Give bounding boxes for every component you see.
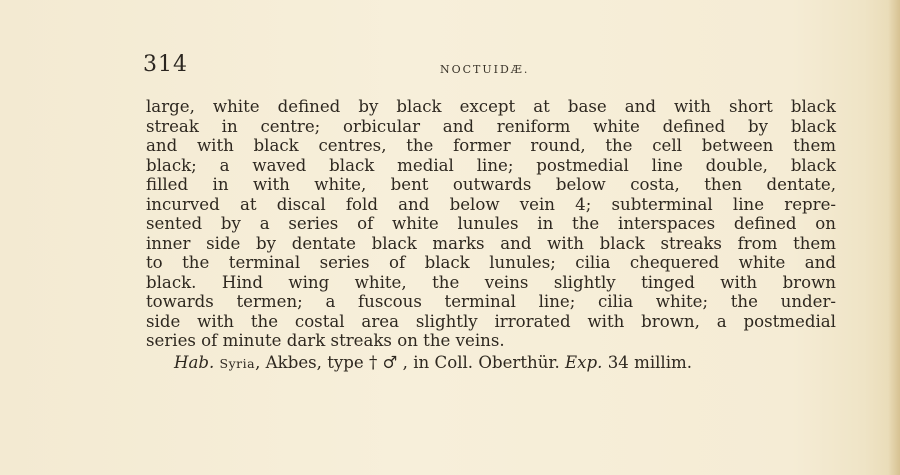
- text-line: large, white defined by black except at base and with short black: [146, 97, 836, 116]
- text-line: inner side by dentate black marks and with black streaks from them: [146, 233, 836, 253]
- text-line: black. Hind wing white, the veins slightly tinged with brown: [146, 272, 836, 292]
- hab-label: Hab.: [174, 352, 215, 372]
- text-line: series of minute dark streaks on the veins.: [146, 331, 505, 350]
- text-line: side with the costal area slightly irrorated with brown, a postmedial: [146, 311, 836, 331]
- text-line: filled in with white, bent outwards below costa, then dentate,: [146, 175, 836, 194]
- running-head: NOCTUIDÆ.: [440, 63, 530, 76]
- habitat-line: [174, 353, 836, 374]
- text-line: black; a waved black medial line; postmedial line double, black: [146, 155, 836, 175]
- exp-value: 34 millim.: [602, 352, 693, 372]
- species-description: [146, 97, 836, 373]
- page-number: 314: [143, 52, 188, 77]
- text-line: to the terminal series of black lunules; cilia chequered white and: [146, 253, 836, 272]
- locality-details: , Akbes, type † ♂ , in Coll. Oberthür.: [255, 352, 560, 372]
- text-line: incurved at discal fold and below vein 4; subterminal line repre-: [146, 194, 836, 214]
- page-edge-shading: [888, 0, 900, 475]
- text-line: towards termen; a fuscous terminal line; cilia white; the under-: [146, 292, 836, 311]
- exp-label: Exp.: [565, 352, 603, 372]
- text-line: streak in centre; orbicular and reniform white defined by black: [146, 116, 836, 136]
- locality-country: Syria: [219, 355, 256, 371]
- text-line: sented by a series of white lunules in the interspaces defined on: [146, 214, 836, 233]
- text-line: and with black centres, the former round, the cell between them: [146, 136, 836, 155]
